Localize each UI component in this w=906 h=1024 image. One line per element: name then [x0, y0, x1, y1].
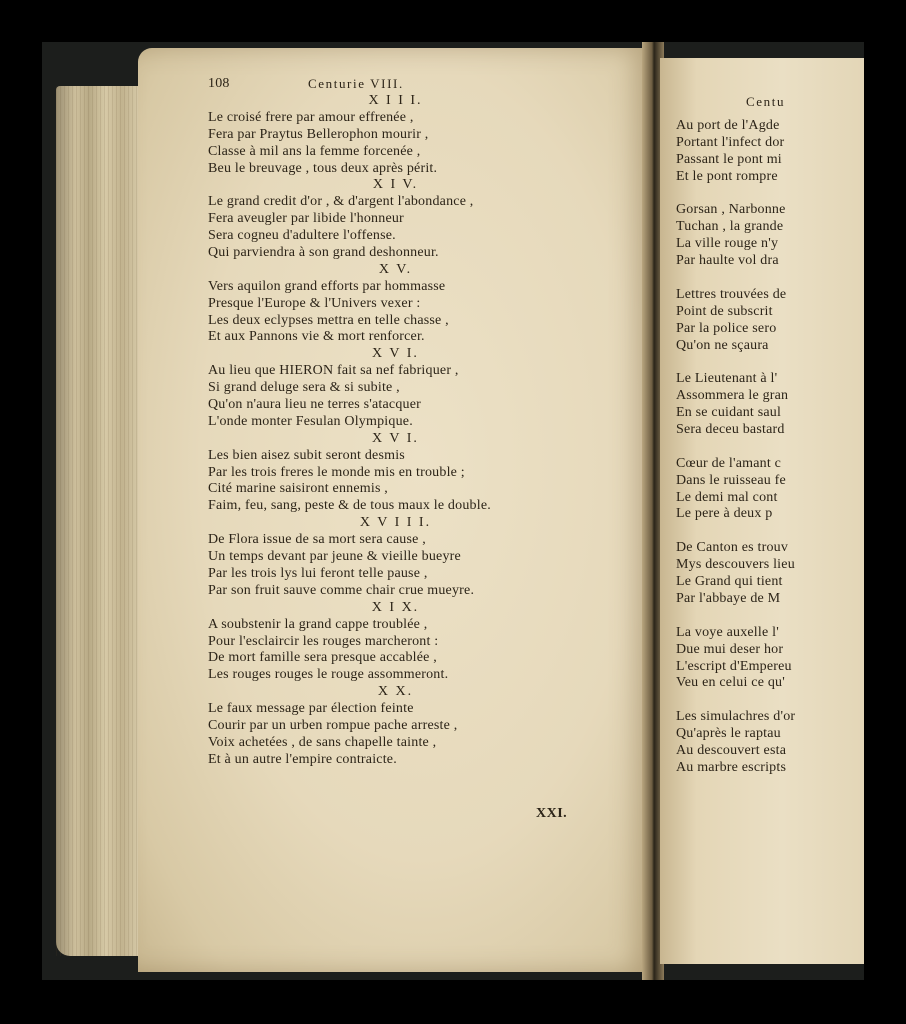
verse-line: Pour l'esclaircir les rouges marcheront : — [208, 633, 439, 649]
verse-line: Le Grand qui tient — [676, 574, 783, 590]
verse-line: Un temps devant par jeune & vieille bueyre — [208, 549, 461, 565]
verse-line: Les bien aisez subit seront desmis — [208, 447, 405, 463]
stanza-gap — [676, 439, 864, 456]
verse-line: Le Lieutenant à l' — [676, 371, 778, 387]
verse-line: Le faux message par élection feinte — [208, 701, 414, 717]
verse-line: Par la police sero — [676, 320, 777, 336]
right-running-title: Centu — [746, 94, 786, 109]
verse-line: La ville rouge n'y — [676, 236, 779, 252]
stanza-gap — [676, 523, 864, 540]
quatrain-number: X X. — [377, 684, 414, 700]
verse-line: Les simulachres d'or — [676, 709, 796, 725]
verse-line: L'onde monter Fesulan Olympique. — [208, 413, 413, 429]
stanza-gap — [676, 186, 864, 203]
verse-line: Par les trois lys lui feront telle pause , — [208, 565, 428, 581]
page-number: 108 — [208, 76, 230, 91]
page-header — [208, 76, 583, 93]
stanza-gap — [676, 692, 864, 709]
verse-line: Gorsan , Narbonne — [676, 202, 786, 218]
quatrain-number: X I V. — [372, 177, 419, 193]
verse-line: Faim, feu, sang, peste & de tous maux le double. — [208, 498, 491, 514]
quatrain-number: X I I I. — [368, 93, 423, 108]
verse-line: De mort famille sera presque accablée , — [208, 650, 437, 666]
stanza-gap — [676, 270, 864, 287]
verse-line: Au descouvert esta — [676, 742, 787, 758]
stanza-gap — [676, 608, 864, 625]
quatrain-number: X V. — [378, 261, 413, 277]
verse-line: Courir par un urben rompue pache arreste , — [208, 717, 458, 733]
verse-line: Assommera le gran — [676, 388, 789, 404]
verse-line: Le pere à deux p — [676, 506, 773, 522]
verse-line: Veu en celui ce qu' — [676, 675, 785, 691]
verse-line: Fera par Praytus Bellerophon mourir , — [208, 126, 429, 142]
catchword: XXI. — [536, 806, 568, 821]
verse-line: Sera cogneu d'adultere l'offense. — [208, 228, 396, 244]
verse-line: Par les trois freres le monde mis en trouble ; — [208, 464, 465, 480]
verse-line: Passant le pont mi — [676, 151, 782, 167]
verse-line: Au marbre escripts — [676, 759, 787, 775]
quatrain-number: X V I I I. — [359, 515, 432, 531]
verse-line: Voix achetées , de sans chapelle tainte , — [208, 734, 437, 750]
verse-line: Le grand credit d'or , & d'argent l'abondance , — [208, 194, 474, 210]
verse-line: Vers aquilon grand efforts par hommasse — [208, 278, 446, 294]
quatrain-number: X V I. — [372, 346, 419, 362]
verse-line: Qui parviendra à son grand deshonneur. — [208, 245, 439, 261]
verse-line: De Flora issue de sa mort sera cause , — [208, 532, 426, 548]
verse-line: Par haulte vol dra — [676, 253, 779, 269]
verse-line: A soubstenir la grand cappe troublée , — [208, 616, 428, 632]
verse-line: L'escript d'Empereu — [676, 658, 792, 674]
verse-line: La voye auxelle l' — [676, 624, 779, 640]
verse-line: Fera aveugler par libide l'honneur — [208, 211, 404, 227]
verse-line: Cité marine saisiront ennemis , — [208, 481, 388, 497]
verse-line: Cœur de l'amant c — [676, 455, 782, 471]
verse-line: Les rouges rouges le rouge assommeront. — [208, 667, 449, 683]
right-page-text — [676, 94, 864, 777]
quatrain-number: X I X. — [371, 599, 420, 615]
verse-line: Qu'on ne sçaura — [676, 337, 769, 353]
verse-line: Portant l'infect dor — [676, 134, 785, 150]
verse-line: Par l'abbaye de M — [676, 590, 781, 606]
verse-line: Sera deceu bastard — [676, 422, 785, 438]
verse-line: Beu le breuvage , tous deux après périt. — [208, 160, 438, 176]
verse-line: Le demi mal cont — [676, 489, 778, 505]
verse-line: Et à un autre l'empire contraicte. — [208, 751, 397, 767]
verse-line: Mys descouvers lieu — [676, 557, 795, 573]
verse-line: Au port de l'Agde — [676, 118, 780, 133]
verse-line: Dans le ruisseau fe — [676, 472, 786, 488]
verse-line: De Canton es trouv — [676, 540, 789, 556]
verse-line: En se cuidant saul — [676, 405, 782, 421]
verse-line: Au lieu que HIERON fait sa nef fabriquer , — [208, 363, 459, 379]
verse-line: Qu'on n'aura lieu ne terres s'atacquer — [208, 397, 422, 413]
left-page-text — [208, 76, 583, 769]
verse-line: Si grand deluge sera & si subite , — [208, 380, 400, 396]
verse-line: Presque l'Europe & l'Univers vexer : — [208, 295, 421, 311]
quatrain-number: X V I. — [372, 430, 419, 446]
verse-line: Et aux Pannons vie & mort renforcer. — [208, 329, 425, 345]
running-title: Centurie VIII. — [308, 76, 404, 91]
verse-line: Lettres trouvées de — [676, 286, 787, 302]
verse-line: Qu'après le raptau — [676, 726, 781, 742]
verse-line: Le croisé frere par amour effrenée , — [208, 109, 414, 125]
verse-line: Point de subscrit — [676, 303, 773, 319]
verse-line: Due mui deser hor — [676, 641, 784, 657]
verse-line: Tuchan , la grande — [676, 219, 784, 235]
verse-line: Les deux eclypses mettra en telle chasse , — [208, 312, 449, 328]
verse-line: Classe à mil ans la femme forcenée , — [208, 143, 421, 159]
stanza-gap — [676, 354, 864, 371]
verse-line: Et le pont rompre — [676, 168, 778, 184]
verse-line: Par son fruit sauve comme chair crue mueyre. — [208, 582, 475, 598]
